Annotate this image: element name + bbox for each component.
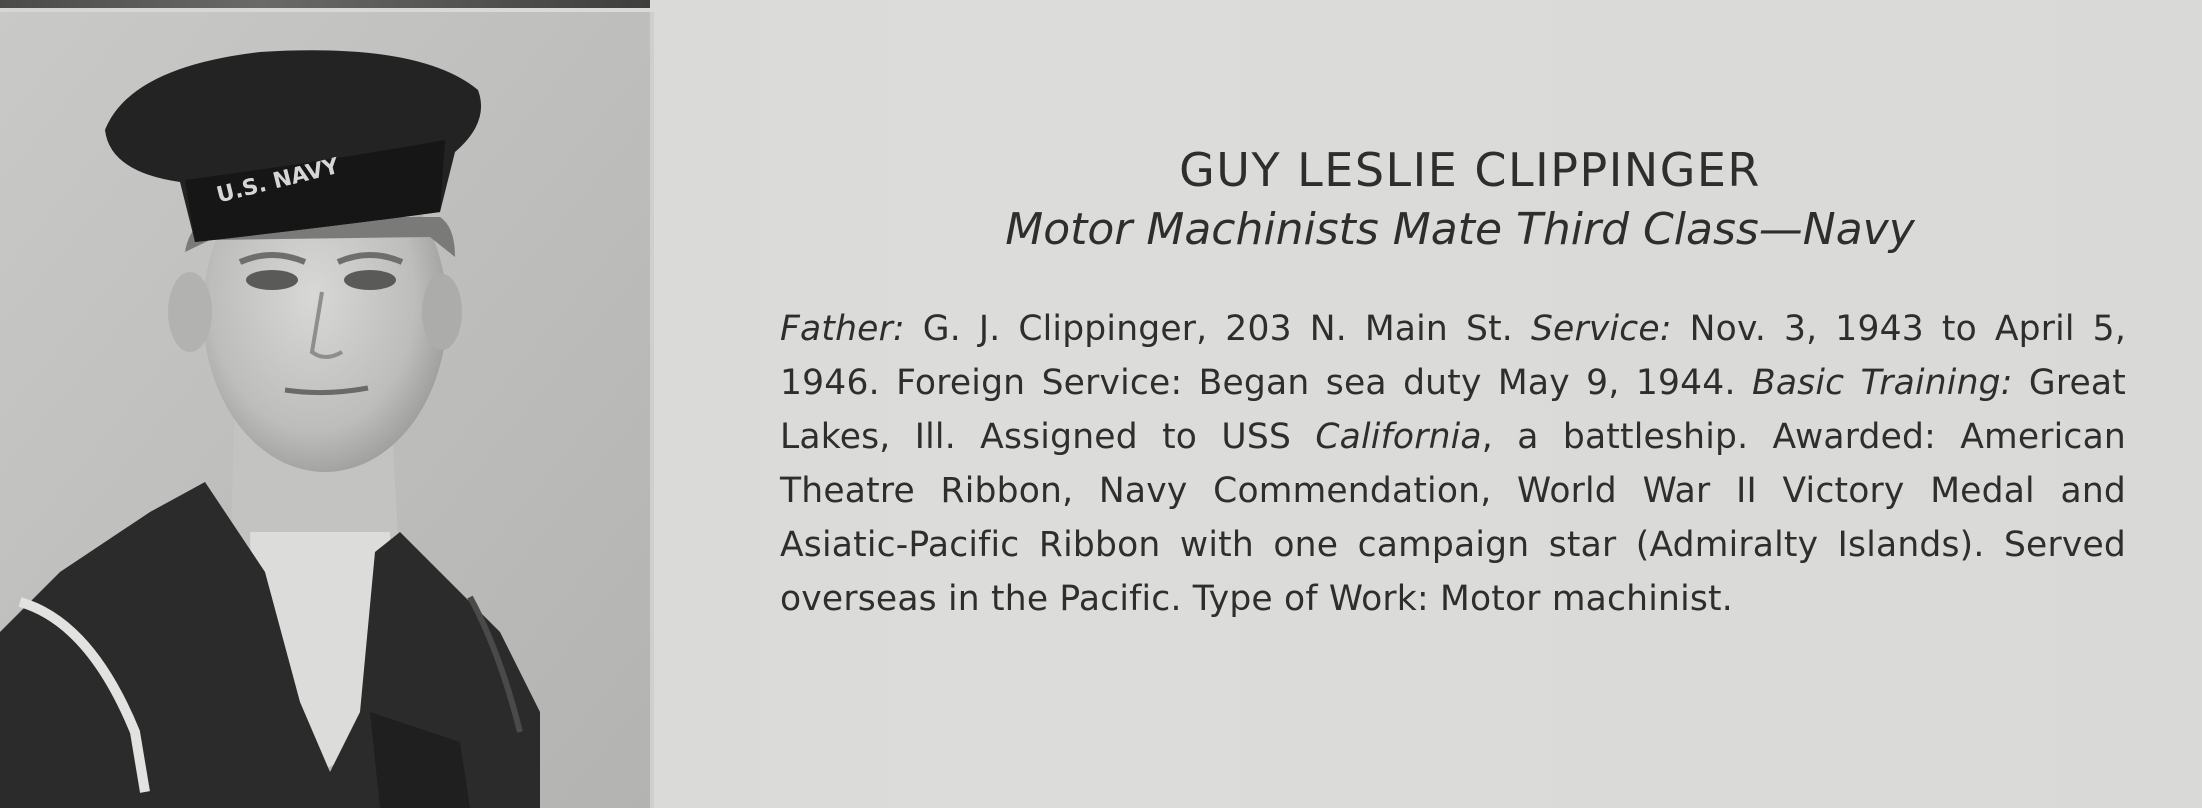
father-text: G. J. Clippinger, 203 N. Main St.: [904, 309, 1531, 349]
sailor-portrait-photo: [0, 12, 652, 808]
biography-text: [780, 302, 2126, 626]
previous-photo-edge: [0, 0, 650, 8]
awards-text: , a battleship. Awarded: American Theatre Ribbon, Navy Commendation, World War II Victory Medal and Asiatic-Pacific Ribbon with one campaign star (Admiralty Islands). Served overseas in the Pacific. Type of Work: Motor machinist.: [780, 417, 2126, 619]
service-label: Service:: [1530, 309, 1672, 349]
father-label: Father:: [780, 309, 905, 349]
ship-name: California: [1315, 417, 1482, 457]
training-text: Great Lakes, Ill. Assigned to USS: [780, 363, 2126, 457]
cap-ribbon-text: U.S. NAVY: [214, 153, 342, 209]
biography-entry: [780, 140, 2140, 661]
training-label: Basic Training:: [1751, 363, 2013, 403]
photo-border: [650, 12, 654, 808]
person-name: GUY LESLIE CLIPPINGER: [1179, 143, 1761, 197]
person-rank: Motor Machinists Mate Third Class—Navy: [1005, 204, 1915, 255]
service-text: Nov. 3, 1943 to April 5, 1946. Foreign Service: Began sea duty May 9, 1944.: [780, 309, 2126, 403]
